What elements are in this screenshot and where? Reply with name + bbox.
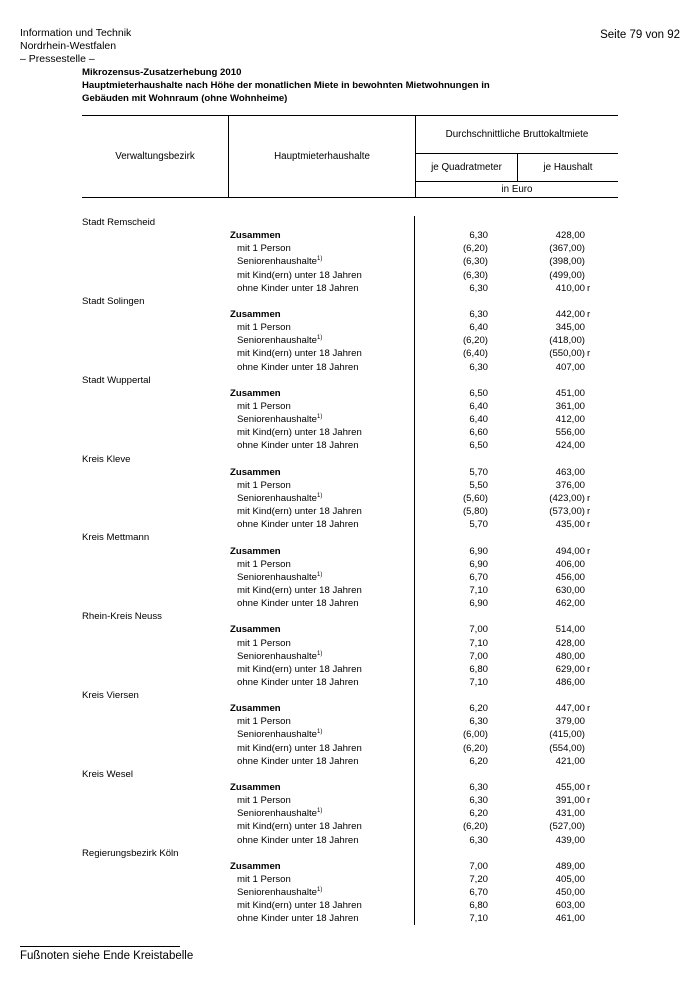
value-per-household: 428,00 — [555, 230, 585, 242]
title-line: Mikrozensus-Zusatzerhebung 2010 — [82, 67, 242, 78]
value-per-household: (367,00) — [549, 243, 585, 255]
category-label — [237, 663, 362, 676]
table-row — [82, 742, 618, 755]
district-name: Kreis Kleve — [82, 453, 131, 465]
header-je-quadratmeter: je Quadratmeter — [416, 154, 518, 182]
value-per-sqm: 7,10 — [469, 913, 488, 925]
category-label — [237, 413, 322, 426]
page-number: Seite 79 von 92 — [600, 29, 680, 41]
value-per-household: 450,00 — [555, 887, 585, 899]
value-per-sqm: (6,20) — [462, 335, 488, 347]
value-per-household: 410,00 — [555, 282, 585, 294]
category-text: mit 1 Person — [237, 716, 291, 728]
value-per-sqm: 6,20 — [469, 755, 488, 767]
revision-flag: r — [587, 782, 591, 794]
footnote-mark: 1) — [317, 886, 323, 893]
org-line: Nordrhein-Westfalen — [20, 40, 117, 52]
category-text: ohne Kinder unter 18 Jahren — [237, 519, 359, 531]
category-label — [230, 623, 281, 636]
table-row — [82, 558, 618, 571]
value-per-household: 463,00 — [555, 466, 585, 478]
table-row — [82, 255, 618, 268]
category-text: mit 1 Person — [237, 795, 291, 807]
table-row — [82, 571, 618, 584]
category-text: Zusammen — [230, 230, 281, 242]
value-per-sqm: 7,00 — [469, 650, 488, 662]
value-per-household: 421,00 — [555, 755, 585, 767]
category-label — [237, 873, 291, 886]
value-per-sqm: 6,90 — [469, 558, 488, 570]
header-unit: in Euro — [416, 182, 619, 198]
table-row — [82, 439, 618, 452]
value-per-sqm: 6,50 — [469, 440, 488, 452]
value-per-household: 486,00 — [555, 676, 585, 688]
footnote-mark: 1) — [317, 571, 323, 578]
value-per-sqm: 6,30 — [469, 716, 488, 728]
revision-flag: r — [587, 663, 591, 675]
org-line: Information und Technik — [20, 27, 132, 39]
table-row — [82, 361, 618, 374]
table-row — [82, 242, 618, 255]
value-per-sqm: 6,90 — [469, 545, 488, 557]
value-per-household: 455,00 — [555, 782, 585, 794]
table-row — [82, 387, 618, 400]
category-label — [230, 229, 281, 242]
category-label — [237, 558, 291, 571]
value-per-sqm: 5,70 — [469, 466, 488, 478]
category-text: mit 1 Person — [237, 874, 291, 886]
value-per-household: 630,00 — [555, 584, 585, 596]
table-row — [82, 269, 618, 282]
value-per-sqm: 6,40 — [469, 400, 488, 412]
value-per-household: (398,00) — [549, 256, 585, 268]
value-per-household: 412,00 — [555, 414, 585, 426]
value-per-household: 514,00 — [555, 624, 585, 636]
category-text: Zusammen — [230, 624, 281, 636]
category-label — [230, 308, 281, 321]
table-row — [82, 413, 618, 426]
table-row — [82, 505, 618, 518]
category-label — [237, 492, 322, 505]
category-label — [237, 439, 359, 452]
category-text: mit Kind(ern) unter 18 Jahren — [237, 584, 362, 596]
value-per-household: 406,00 — [555, 558, 585, 570]
category-text: mit Kind(ern) unter 18 Jahren — [237, 663, 362, 675]
value-per-sqm: 6,70 — [469, 571, 488, 583]
value-per-household: (423,00) — [549, 492, 585, 504]
category-text: Zusammen — [230, 387, 281, 399]
category-text: ohne Kinder unter 18 Jahren — [237, 598, 359, 610]
category-label — [237, 899, 362, 912]
category-text: mit 1 Person — [237, 243, 291, 255]
value-per-household: 462,00 — [555, 598, 585, 610]
table-row — [82, 650, 618, 663]
header-bruttokaltmiete: Durchschnittliche Bruttokaltmiete — [416, 116, 619, 154]
table-row — [82, 781, 618, 794]
table-row — [82, 834, 618, 847]
category-text: mit Kind(ern) unter 18 Jahren — [237, 348, 362, 360]
footnote-divider — [20, 946, 180, 947]
category-label — [237, 479, 291, 492]
value-per-household: 603,00 — [555, 900, 585, 912]
value-per-household: 480,00 — [555, 650, 585, 662]
category-text: Seniorenhaushalte — [237, 335, 318, 347]
table-row — [82, 518, 618, 531]
table-row — [82, 899, 618, 912]
table-row — [82, 229, 618, 242]
value-per-household: 376,00 — [555, 479, 585, 491]
value-per-household: (550,00) — [549, 348, 585, 360]
value-per-sqm: (6,20) — [462, 243, 488, 255]
district-name: Rhein-Kreis Neuss — [82, 611, 162, 623]
table-row — [82, 715, 618, 728]
category-text: Seniorenhaushalte — [237, 887, 318, 899]
category-label — [230, 860, 281, 873]
table-row — [82, 623, 618, 636]
value-per-household: 435,00 — [555, 519, 585, 531]
value-per-household: 407,00 — [555, 361, 585, 373]
value-per-household: 405,00 — [555, 874, 585, 886]
category-text: ohne Kinder unter 18 Jahren — [237, 676, 359, 688]
category-label — [237, 334, 322, 347]
table-row — [82, 466, 618, 479]
revision-flag: r — [587, 703, 591, 715]
category-label — [237, 242, 291, 255]
category-label — [237, 347, 362, 360]
value-per-sqm: (5,60) — [462, 492, 488, 504]
category-label — [237, 571, 322, 584]
footnote-mark: 1) — [317, 335, 323, 342]
footnote-mark: 1) — [317, 256, 323, 263]
table-row — [82, 584, 618, 597]
category-text: ohne Kinder unter 18 Jahren — [237, 440, 359, 452]
category-text: ohne Kinder unter 18 Jahren — [237, 361, 359, 373]
title-line: Gebäuden mit Wohnraum (ohne Wohnheime) — [82, 93, 288, 104]
district-name: Kreis Mettmann — [82, 532, 150, 544]
table-row — [82, 545, 618, 558]
value-per-sqm: (6,30) — [462, 256, 488, 268]
category-label — [237, 282, 359, 295]
category-text: Zusammen — [230, 545, 281, 557]
footnote-mark: 1) — [317, 413, 323, 420]
value-per-household: (415,00) — [549, 729, 585, 741]
category-label — [237, 269, 362, 282]
revision-flag: r — [587, 506, 591, 518]
value-per-household: 461,00 — [555, 913, 585, 925]
revision-flag: r — [587, 308, 591, 320]
value-per-sqm: 6,70 — [469, 887, 488, 899]
footnote-text: Fußnoten siehe Ende Kreistabelle — [20, 950, 194, 962]
value-per-household: (573,00) — [549, 506, 585, 518]
district-name: Stadt Solingen — [82, 295, 145, 307]
category-text: mit 1 Person — [237, 558, 291, 570]
district-name: Regierungsbezirk Köln — [82, 847, 179, 859]
category-label — [237, 820, 362, 833]
category-text: Zusammen — [230, 466, 281, 478]
value-per-sqm: 6,80 — [469, 663, 488, 675]
header-je-haushalt: je Haushalt — [518, 154, 619, 182]
category-label — [230, 387, 281, 400]
org-line: – Pressestelle – — [20, 53, 95, 65]
table-row — [82, 308, 618, 321]
category-text: mit Kind(ern) unter 18 Jahren — [237, 900, 362, 912]
header-hauptmieterhaushalte: Hauptmieterhaushalte — [229, 116, 416, 198]
revision-flag: r — [587, 492, 591, 504]
value-per-sqm: 6,40 — [469, 322, 488, 334]
value-per-sqm: 6,30 — [469, 782, 488, 794]
value-per-sqm: (6,00) — [462, 729, 488, 741]
value-per-household: 379,00 — [555, 716, 585, 728]
category-label — [237, 742, 362, 755]
category-text: mit Kind(ern) unter 18 Jahren — [237, 742, 362, 754]
value-per-sqm: 6,30 — [469, 282, 488, 294]
category-text: Seniorenhaushalte — [237, 650, 318, 662]
revision-flag: r — [587, 795, 591, 807]
value-per-sqm: 6,30 — [469, 230, 488, 242]
value-per-sqm: 6,90 — [469, 598, 488, 610]
category-label — [230, 702, 281, 715]
table-row — [82, 702, 618, 715]
table-row — [82, 426, 618, 439]
category-label — [237, 255, 322, 268]
value-per-sqm: (6,40) — [462, 348, 488, 360]
value-per-sqm: 6,40 — [469, 414, 488, 426]
table-title — [82, 66, 490, 105]
category-text: ohne Kinder unter 18 Jahren — [237, 834, 359, 846]
district-name: Stadt Wuppertal — [82, 374, 151, 386]
category-label — [237, 400, 291, 413]
value-per-household: 424,00 — [555, 440, 585, 452]
footnote-mark: 1) — [317, 492, 323, 499]
category-text: mit Kind(ern) unter 18 Jahren — [237, 821, 362, 833]
category-label — [237, 518, 359, 531]
category-text: Seniorenhaushalte — [237, 808, 318, 820]
value-per-household: 556,00 — [555, 427, 585, 439]
category-text: Zusammen — [230, 308, 281, 320]
category-label — [237, 715, 291, 728]
value-per-sqm: 7,10 — [469, 676, 488, 688]
value-per-household: 431,00 — [555, 808, 585, 820]
table-body — [82, 216, 618, 926]
category-label — [230, 466, 281, 479]
category-label — [237, 584, 362, 597]
category-label — [237, 794, 291, 807]
value-per-sqm: 6,60 — [469, 427, 488, 439]
category-text: Zusammen — [230, 703, 281, 715]
category-text: ohne Kinder unter 18 Jahren — [237, 913, 359, 925]
table-row — [82, 334, 618, 347]
category-text: mit 1 Person — [237, 400, 291, 412]
category-text: mit 1 Person — [237, 637, 291, 649]
category-text: Zusammen — [230, 860, 281, 872]
value-per-sqm: 7,10 — [469, 584, 488, 596]
table-row — [82, 728, 618, 741]
table-row — [82, 492, 618, 505]
category-label — [237, 637, 291, 650]
value-per-sqm: 6,50 — [469, 387, 488, 399]
value-per-sqm: 6,30 — [469, 834, 488, 846]
value-per-household: (418,00) — [549, 335, 585, 347]
value-per-sqm: 7,20 — [469, 874, 488, 886]
category-text: ohne Kinder unter 18 Jahren — [237, 282, 359, 294]
value-per-sqm: 7,10 — [469, 637, 488, 649]
table-row — [82, 886, 618, 899]
table-row — [82, 282, 618, 295]
category-text: Seniorenhaushalte — [237, 492, 318, 504]
value-per-sqm: 6,30 — [469, 795, 488, 807]
value-per-sqm: 5,70 — [469, 519, 488, 531]
value-per-household: 456,00 — [555, 571, 585, 583]
category-label — [237, 505, 362, 518]
header-verwaltungsbezirk: Verwaltungsbezirk — [82, 116, 229, 198]
category-label — [237, 597, 359, 610]
value-per-household: 439,00 — [555, 834, 585, 846]
value-per-household: 489,00 — [555, 860, 585, 872]
value-per-household: 361,00 — [555, 400, 585, 412]
category-text: ohne Kinder unter 18 Jahren — [237, 755, 359, 767]
table-row — [82, 663, 618, 676]
table-row — [82, 873, 618, 886]
category-label — [237, 728, 322, 741]
revision-flag: r — [587, 519, 591, 531]
value-per-household: 494,00 — [555, 545, 585, 557]
category-text: Zusammen — [230, 782, 281, 794]
category-text: mit 1 Person — [237, 322, 291, 334]
category-label — [237, 886, 322, 899]
value-per-household: (554,00) — [549, 742, 585, 754]
category-text: Seniorenhaushalte — [237, 256, 318, 268]
value-per-sqm: (6,20) — [462, 742, 488, 754]
district-name: Kreis Viersen — [82, 690, 139, 702]
value-per-household: 451,00 — [555, 387, 585, 399]
value-per-sqm: 7,00 — [469, 624, 488, 636]
table-row — [82, 860, 618, 873]
category-label — [237, 426, 362, 439]
value-per-sqm: (6,20) — [462, 821, 488, 833]
category-text: Seniorenhaushalte — [237, 414, 318, 426]
table-row — [82, 597, 618, 610]
category-label — [237, 807, 322, 820]
value-per-sqm: 6,20 — [469, 703, 488, 715]
value-per-sqm: 6,20 — [469, 808, 488, 820]
category-text: mit Kind(ern) unter 18 Jahren — [237, 506, 362, 518]
value-per-household: 447,00 — [555, 703, 585, 715]
revision-flag: r — [587, 545, 591, 557]
table-row — [82, 347, 618, 360]
value-per-sqm: 6,80 — [469, 900, 488, 912]
value-per-sqm: (6,30) — [462, 269, 488, 281]
category-text: mit 1 Person — [237, 479, 291, 491]
category-label — [237, 650, 322, 663]
title-line: Hauptmieterhaushalte nach Höhe der monatlichen Miete in bewohnten Mietwohnungen in — [82, 80, 490, 91]
value-per-household: (499,00) — [549, 269, 585, 281]
category-text: mit Kind(ern) unter 18 Jahren — [237, 269, 362, 281]
table-row — [82, 637, 618, 650]
category-label — [237, 361, 359, 374]
value-per-household: 428,00 — [555, 637, 585, 649]
revision-flag: r — [587, 348, 591, 360]
category-text: Seniorenhaushalte — [237, 571, 318, 583]
category-label — [237, 321, 291, 334]
value-per-sqm: 6,30 — [469, 361, 488, 373]
category-label — [237, 834, 359, 847]
category-text: Seniorenhaushalte — [237, 729, 318, 741]
value-per-household: 391,00 — [555, 795, 585, 807]
table-row — [82, 794, 618, 807]
organization-header — [20, 27, 131, 66]
category-label — [237, 755, 359, 768]
category-label — [230, 545, 281, 558]
value-per-sqm: 7,00 — [469, 860, 488, 872]
revision-flag: r — [587, 282, 591, 294]
table-row — [82, 755, 618, 768]
table-row — [82, 820, 618, 833]
table-header — [82, 115, 618, 198]
value-per-sqm: (5,80) — [462, 506, 488, 518]
category-label — [230, 781, 281, 794]
category-label — [237, 912, 359, 925]
table-row — [82, 676, 618, 689]
table-row — [82, 321, 618, 334]
value-per-household: 442,00 — [555, 308, 585, 320]
value-per-sqm: 6,30 — [469, 308, 488, 320]
table-row — [82, 912, 618, 925]
category-label — [237, 676, 359, 689]
value-per-sqm: 5,50 — [469, 479, 488, 491]
value-per-household: 629,00 — [555, 663, 585, 675]
table-row — [82, 400, 618, 413]
category-text: mit Kind(ern) unter 18 Jahren — [237, 427, 362, 439]
footnote-mark: 1) — [317, 650, 323, 657]
district-name: Stadt Remscheid — [82, 217, 156, 228]
table-row — [82, 479, 618, 492]
table-row — [82, 807, 618, 820]
value-per-household: 345,00 — [555, 322, 585, 334]
value-per-household: (527,00) — [549, 821, 585, 833]
footnote-mark: 1) — [317, 729, 323, 736]
district-name: Kreis Wesel — [82, 768, 134, 780]
footnote-mark: 1) — [317, 808, 323, 815]
